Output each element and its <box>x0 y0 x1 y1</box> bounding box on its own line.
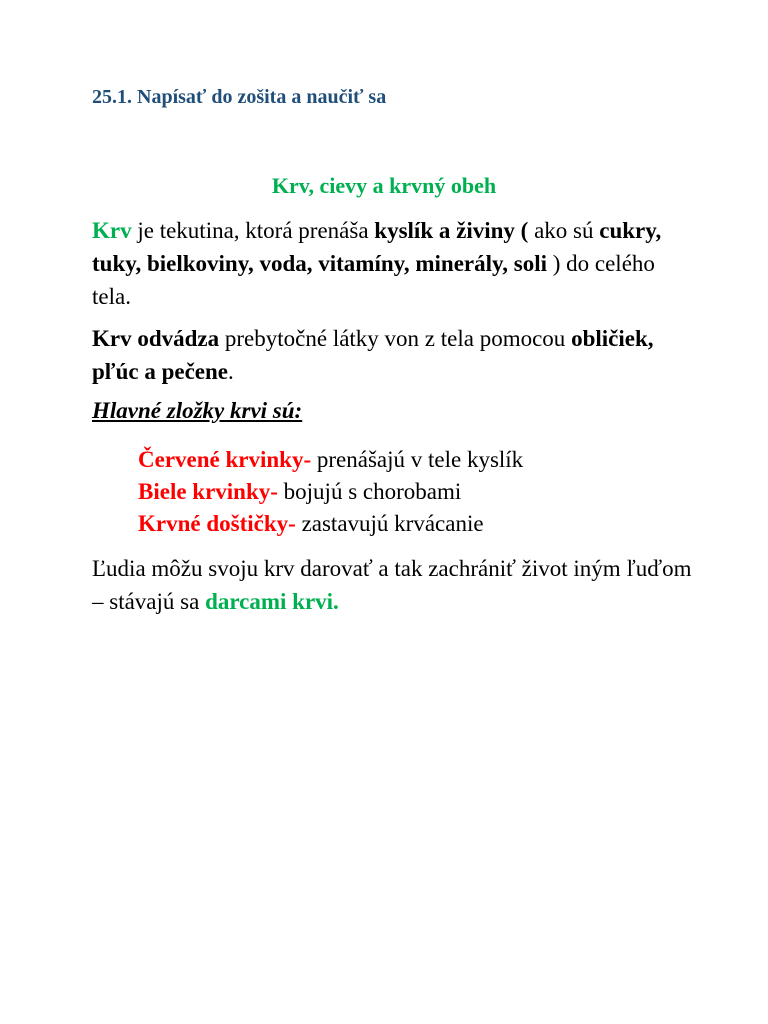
component-desc: zastavujú krvácanie <box>295 511 484 536</box>
component-name: Červené krvinky- <box>138 447 312 472</box>
paragraph-text: je tekutina, ktorá prenáša <box>131 218 375 243</box>
list-item <box>138 508 523 540</box>
component-desc: bojujú s chorobami <box>277 479 462 504</box>
paragraph-text: ako sú <box>528 218 600 243</box>
list-item <box>138 476 523 508</box>
term-nutrient-list: cukry, tuky, bielkoviny, voda, vitamíny, minerály, soli <box>92 218 662 276</box>
component-name: Krvné doštičky- <box>138 511 296 536</box>
components-list <box>138 444 523 540</box>
paragraph-blood-definition <box>92 214 692 313</box>
paragraph-text: Ľudia môžu svoju krv darovať a tak zachrániť život iným ľuďom – stávajú sa <box>92 556 692 614</box>
paragraph-blood-removal <box>92 322 692 388</box>
term-organs: obličiek, pľúc a pečene <box>92 326 654 384</box>
component-desc: prenášajú v tele kyslík <box>311 447 524 472</box>
component-name: Biele krvinky- <box>138 479 278 504</box>
term-krv: Krv <box>92 218 132 243</box>
term-blood-donors: darcami krvi. <box>205 589 339 614</box>
section-subheading: Hlavné zložky krvi sú: <box>92 398 303 423</box>
document-title: Krv, cievy a krvný obeh <box>271 173 497 198</box>
paragraph-donation <box>92 552 692 618</box>
list-item <box>138 444 523 476</box>
paragraph-text: . <box>228 359 234 384</box>
term-krv-odvadza: Krv odvádza <box>92 326 220 351</box>
paragraph-text: prebytočné látky von z tela pomocou <box>219 326 572 351</box>
paragraph-text: ) do celého tela. <box>92 251 655 309</box>
lesson-heading: 25.1. Napísať do zošita a naučiť sa <box>92 86 387 108</box>
term-oxygen-nutrients: kyslík a živiny ( <box>374 218 529 243</box>
